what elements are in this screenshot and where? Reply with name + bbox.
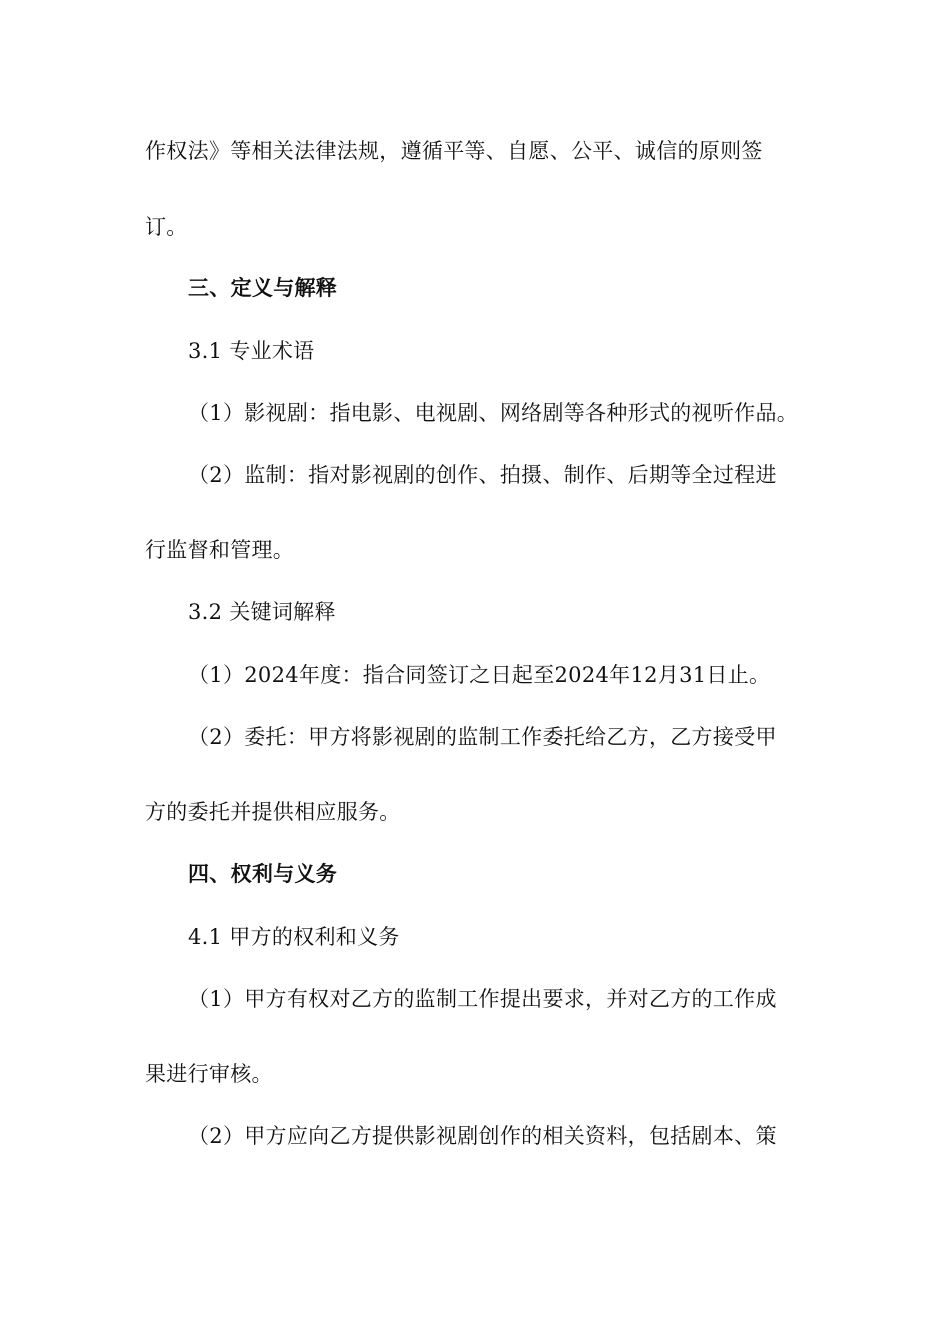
subsection-heading: 4.1 甲方的权利和义务 (188, 925, 400, 949)
subsection-heading: 3.1 专业术语 (188, 339, 315, 363)
paragraph-line: （2）监制：指对影视剧的创作、拍摄、制作、后期等全过程进 (188, 463, 777, 487)
paragraph-line: 果进行审核。 (145, 1062, 273, 1086)
subsection-heading: 3.2 关键词解释 (188, 600, 336, 624)
paragraph-line: （2）委托：甲方将影视剧的监制工作委托给乙方，乙方接受甲 (188, 725, 777, 749)
paragraph-line: 方的委托并提供相应服务。 (145, 800, 401, 824)
paragraph-line: （1）2024年度：指合同签订之日起至2024年12月31日止。 (188, 663, 771, 687)
paragraph-line: （1）甲方有权对乙方的监制工作提出要求，并对乙方的工作成 (188, 987, 777, 1011)
paragraph-line: 行监督和管理。 (145, 538, 295, 562)
paragraph-line: 作权法》等相关法律法规，遵循平等、自愿、公平、诚信的原则签 (145, 139, 763, 163)
paragraph-line: （2）甲方应向乙方提供影视剧创作的相关资料，包括剧本、策 (188, 1124, 777, 1148)
section-heading: 四、权利与义务 (188, 861, 338, 886)
paragraph-line: 订。 (145, 215, 188, 239)
paragraph-line: （1）影视剧：指电影、电视剧、网络剧等各种形式的视听作品。 (188, 401, 799, 425)
section-heading: 三、定义与解释 (188, 275, 338, 300)
